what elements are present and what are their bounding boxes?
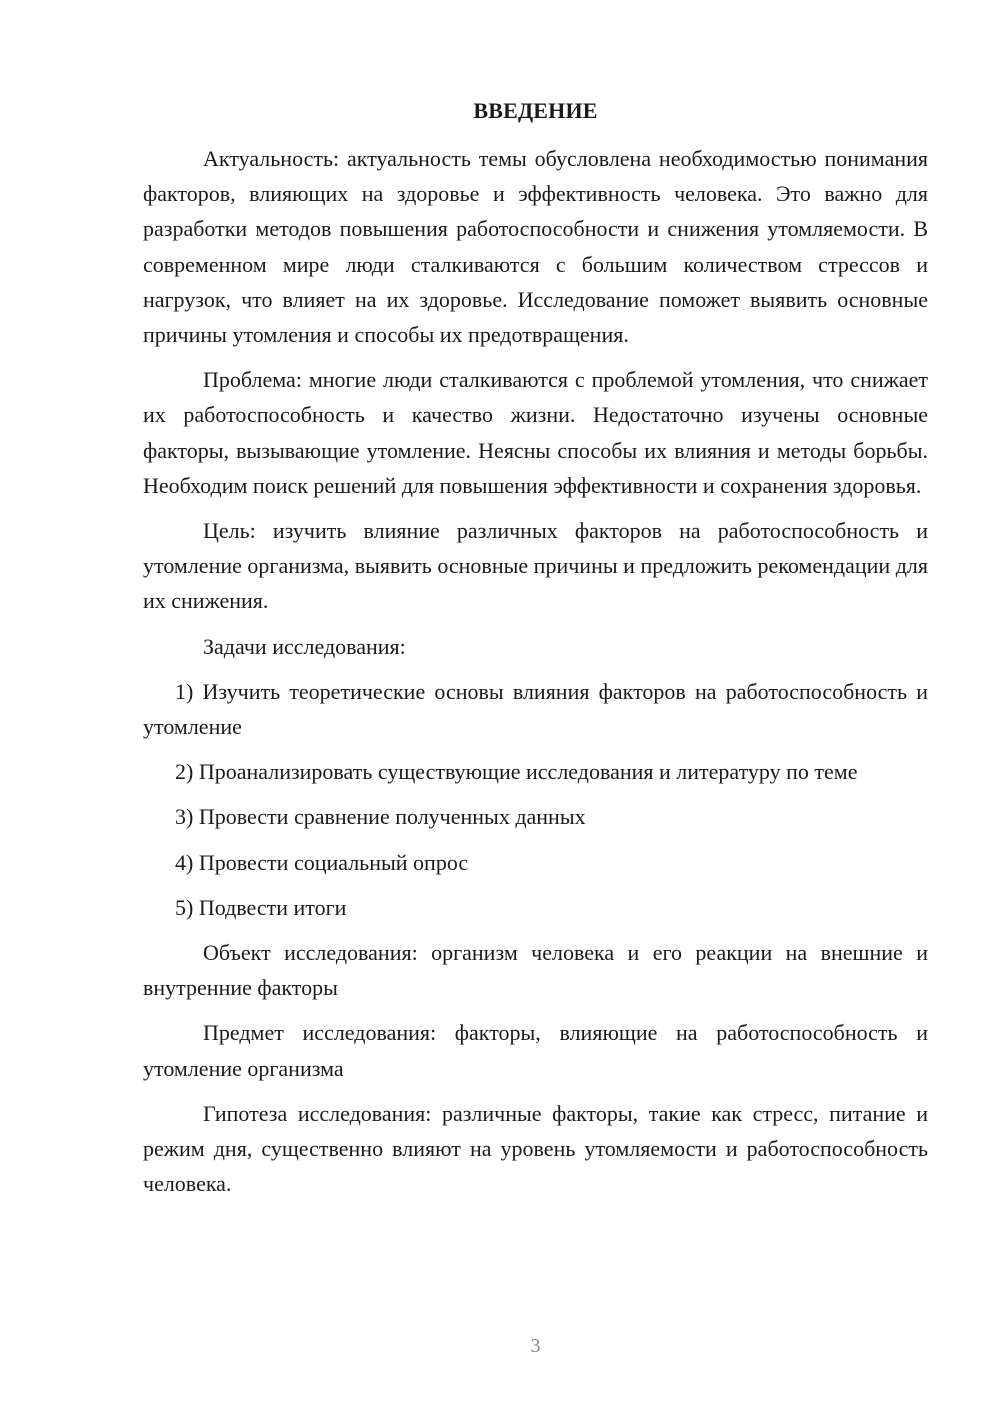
page-number: 3: [530, 1335, 541, 1357]
document-page: [143, 0, 928, 1414]
task-item-3: 3) Провести сравнение полученных данных: [175, 804, 586, 830]
task-item-2: 2) Проанализировать существующие исследования и литературу по теме: [175, 759, 858, 785]
problem-paragraph: Проблема: многие люди сталкиваются с проблемой утомления, что снижает их работоспособность и качество жизни. Недостаточно изучены основные факторы, вызывающие утомление. Неясны способы их влияния и методы борьбы. Необходим поиск решений для повышения эффективности и сохранения здоровья.: [143, 367, 928, 498]
goal-paragraph: Цель: изучить влияние различных факторов на работоспособность и утомление организма, выявить основные причины и предложить рекомендации для их снижения.: [143, 518, 928, 614]
task-item-1: 1) Изучить теоретические основы влияния факторов на работоспособность и утомление: [143, 678, 928, 740]
task-item-5: 5) Подвести итоги: [175, 894, 347, 920]
task-item-4: 4) Провести социальный опрос: [175, 849, 469, 875]
document-body: [143, 141, 928, 1211]
subject-paragraph: Предмет исследования: факторы, влияющие на работоспособность и утомление организма: [143, 1020, 928, 1081]
hypothesis-paragraph: Гипотеза исследования: различные факторы, такие как стресс, питание и режим дня, существенно влияют на уровень утомляемости и работоспособность человека.: [143, 1100, 928, 1197]
tasks-heading: Задачи исследования:: [203, 633, 406, 659]
object-paragraph: Объект исследования: организм человека и его реакции на внешние и внутренние факторы: [143, 940, 928, 1001]
section-title: ВВЕДЕНИЕ: [473, 98, 598, 123]
relevance-paragraph: Актуальность: актуальность темы обусловлена необходимостью понимания факторов, влияющих на здоровье и эффективность человека. Это важно для разработки методов повышения работоспособности и снижения утомляемости. В современном мире люди сталкиваются с большим количеством стрессов и нагрузок, что влияет на их здоровье. Исследование поможет выявить основные причины утомления и способы их предотвращения.: [143, 146, 928, 348]
